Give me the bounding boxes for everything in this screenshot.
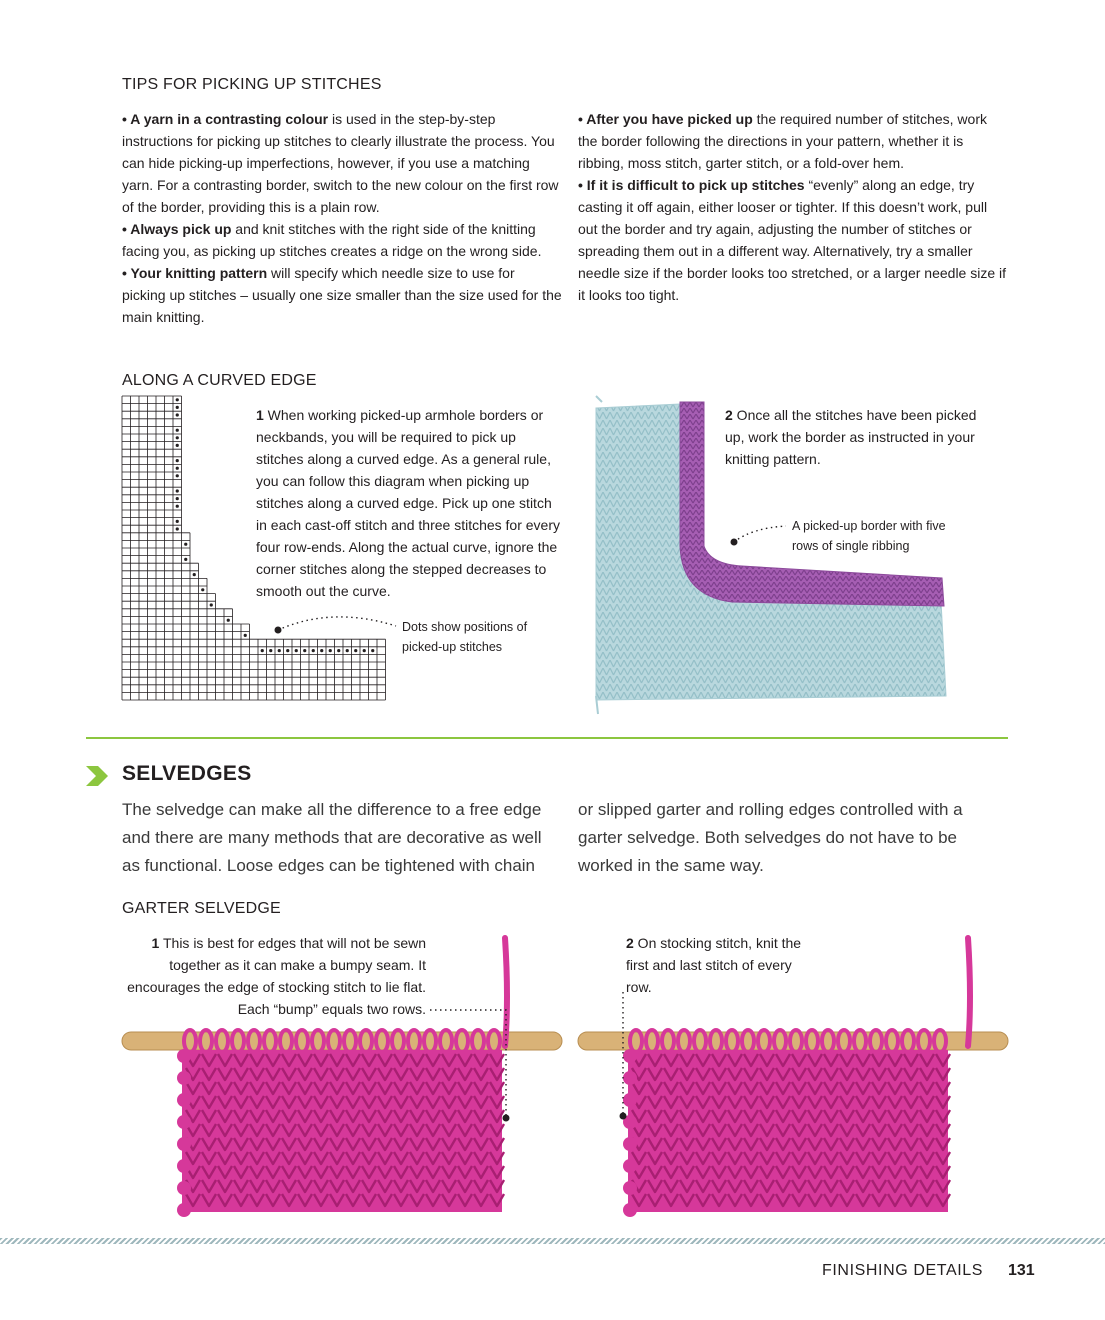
- garter-selvedge-photo-2: [578, 920, 1008, 1220]
- edge-leader-line: [616, 990, 636, 1130]
- dots-leader-line: [272, 610, 402, 640]
- selvedges-heading: SELVEDGES: [122, 762, 252, 785]
- section-divider: [86, 737, 1008, 739]
- border-leader-line: [728, 524, 788, 544]
- curved-edge-heading: ALONG A CURVED EDGE: [122, 372, 317, 389]
- tips-right-column: [578, 108, 1008, 306]
- tip-item: • A yarn in a contrasting colour is used in the step-by-step instructions for picking up stitches to clearly illustrate the process. You can hide picking-up imperfections, however, if you use a matching yarn. For a contrasting border, switch to the new colour on the first row of the border, providing this is a plain row.: [122, 111, 559, 215]
- garter-step1-caption: 1 This is best for edges that will not be sewn together as it can make a bumpy seam. It encourages the edge of stocking stitch to lie flat. Each “bump” equals two rows.: [127, 935, 426, 1017]
- footer-section-title: FINISHING DETAILS: [822, 1262, 984, 1279]
- tip-item: • Your knitting pattern will specify which needle size to use for picking up stitches – usually one size smaller than the size used for the main knitting.: [122, 265, 562, 325]
- chevron-arrow-icon: [86, 766, 110, 786]
- bump-leader-line: [428, 1004, 518, 1134]
- page-number: 131: [1008, 1262, 1035, 1279]
- border-note: A picked-up border with five rows of single ribbing: [792, 519, 946, 553]
- tip-item: • If it is difficult to pick up stitches “evenly” along an edge, try casting it off again, either looser or tighter. If this doesn’t work, pull out the border and try again, adjusting the number of stitches or spreading them out in a different way. Alternatively, try a smaller needle size if the border looks too stretched, or a larger needle size if it looks too tight.: [578, 177, 1007, 303]
- curved-step2-caption: 2 Once all the stitches have been picked up, work the border as instructed in your knitting pattern.: [725, 407, 977, 467]
- tips-heading: TIPS FOR PICKING UP STITCHES: [122, 76, 382, 93]
- selvedges-intro-right: or slipped garter and rolling edges controlled with a garter selvedge. Both selvedges do not have to be worked in the same way.: [578, 800, 963, 875]
- footer-rule: [0, 1238, 1105, 1244]
- curved-step1-caption: 1 When working picked-up armhole borders or neckbands, you will be required to pick up stitches along a curved edge. As a general rule, you can follow this diagram when picking up stitches along a curved edge. Pick up one stitch in each cast-off stitch and three stitches for every four row-ends. Along the actual curve, ignore the corner stitches along the stepped decreases to smooth out the curve.: [256, 407, 561, 599]
- tips-left-column: [122, 108, 562, 328]
- tip-item: • Always pick up and knit stitches with the right side of the knitting facing you, as picking up stitches creates a ridge on the wrong side.: [122, 221, 542, 259]
- tip-item: • After you have picked up the required number of stitches, work the border following the directions in your pattern, whether it is ribbing, moss stitch, garter stitch, or a fold-over hem.: [578, 111, 987, 171]
- garter-step2-caption: 2 On stocking stitch, knit the first and last stitch of every row.: [626, 935, 802, 995]
- dots-note: Dots show positions of picked-up stitches: [402, 620, 528, 654]
- garter-selvedge-heading: GARTER SELVEDGE: [122, 900, 281, 917]
- selvedges-intro-left: The selvedge can make all the difference to a free edge and there are many methods that are decorative as well as functional. Loose edges can be tightened with chain: [122, 800, 542, 875]
